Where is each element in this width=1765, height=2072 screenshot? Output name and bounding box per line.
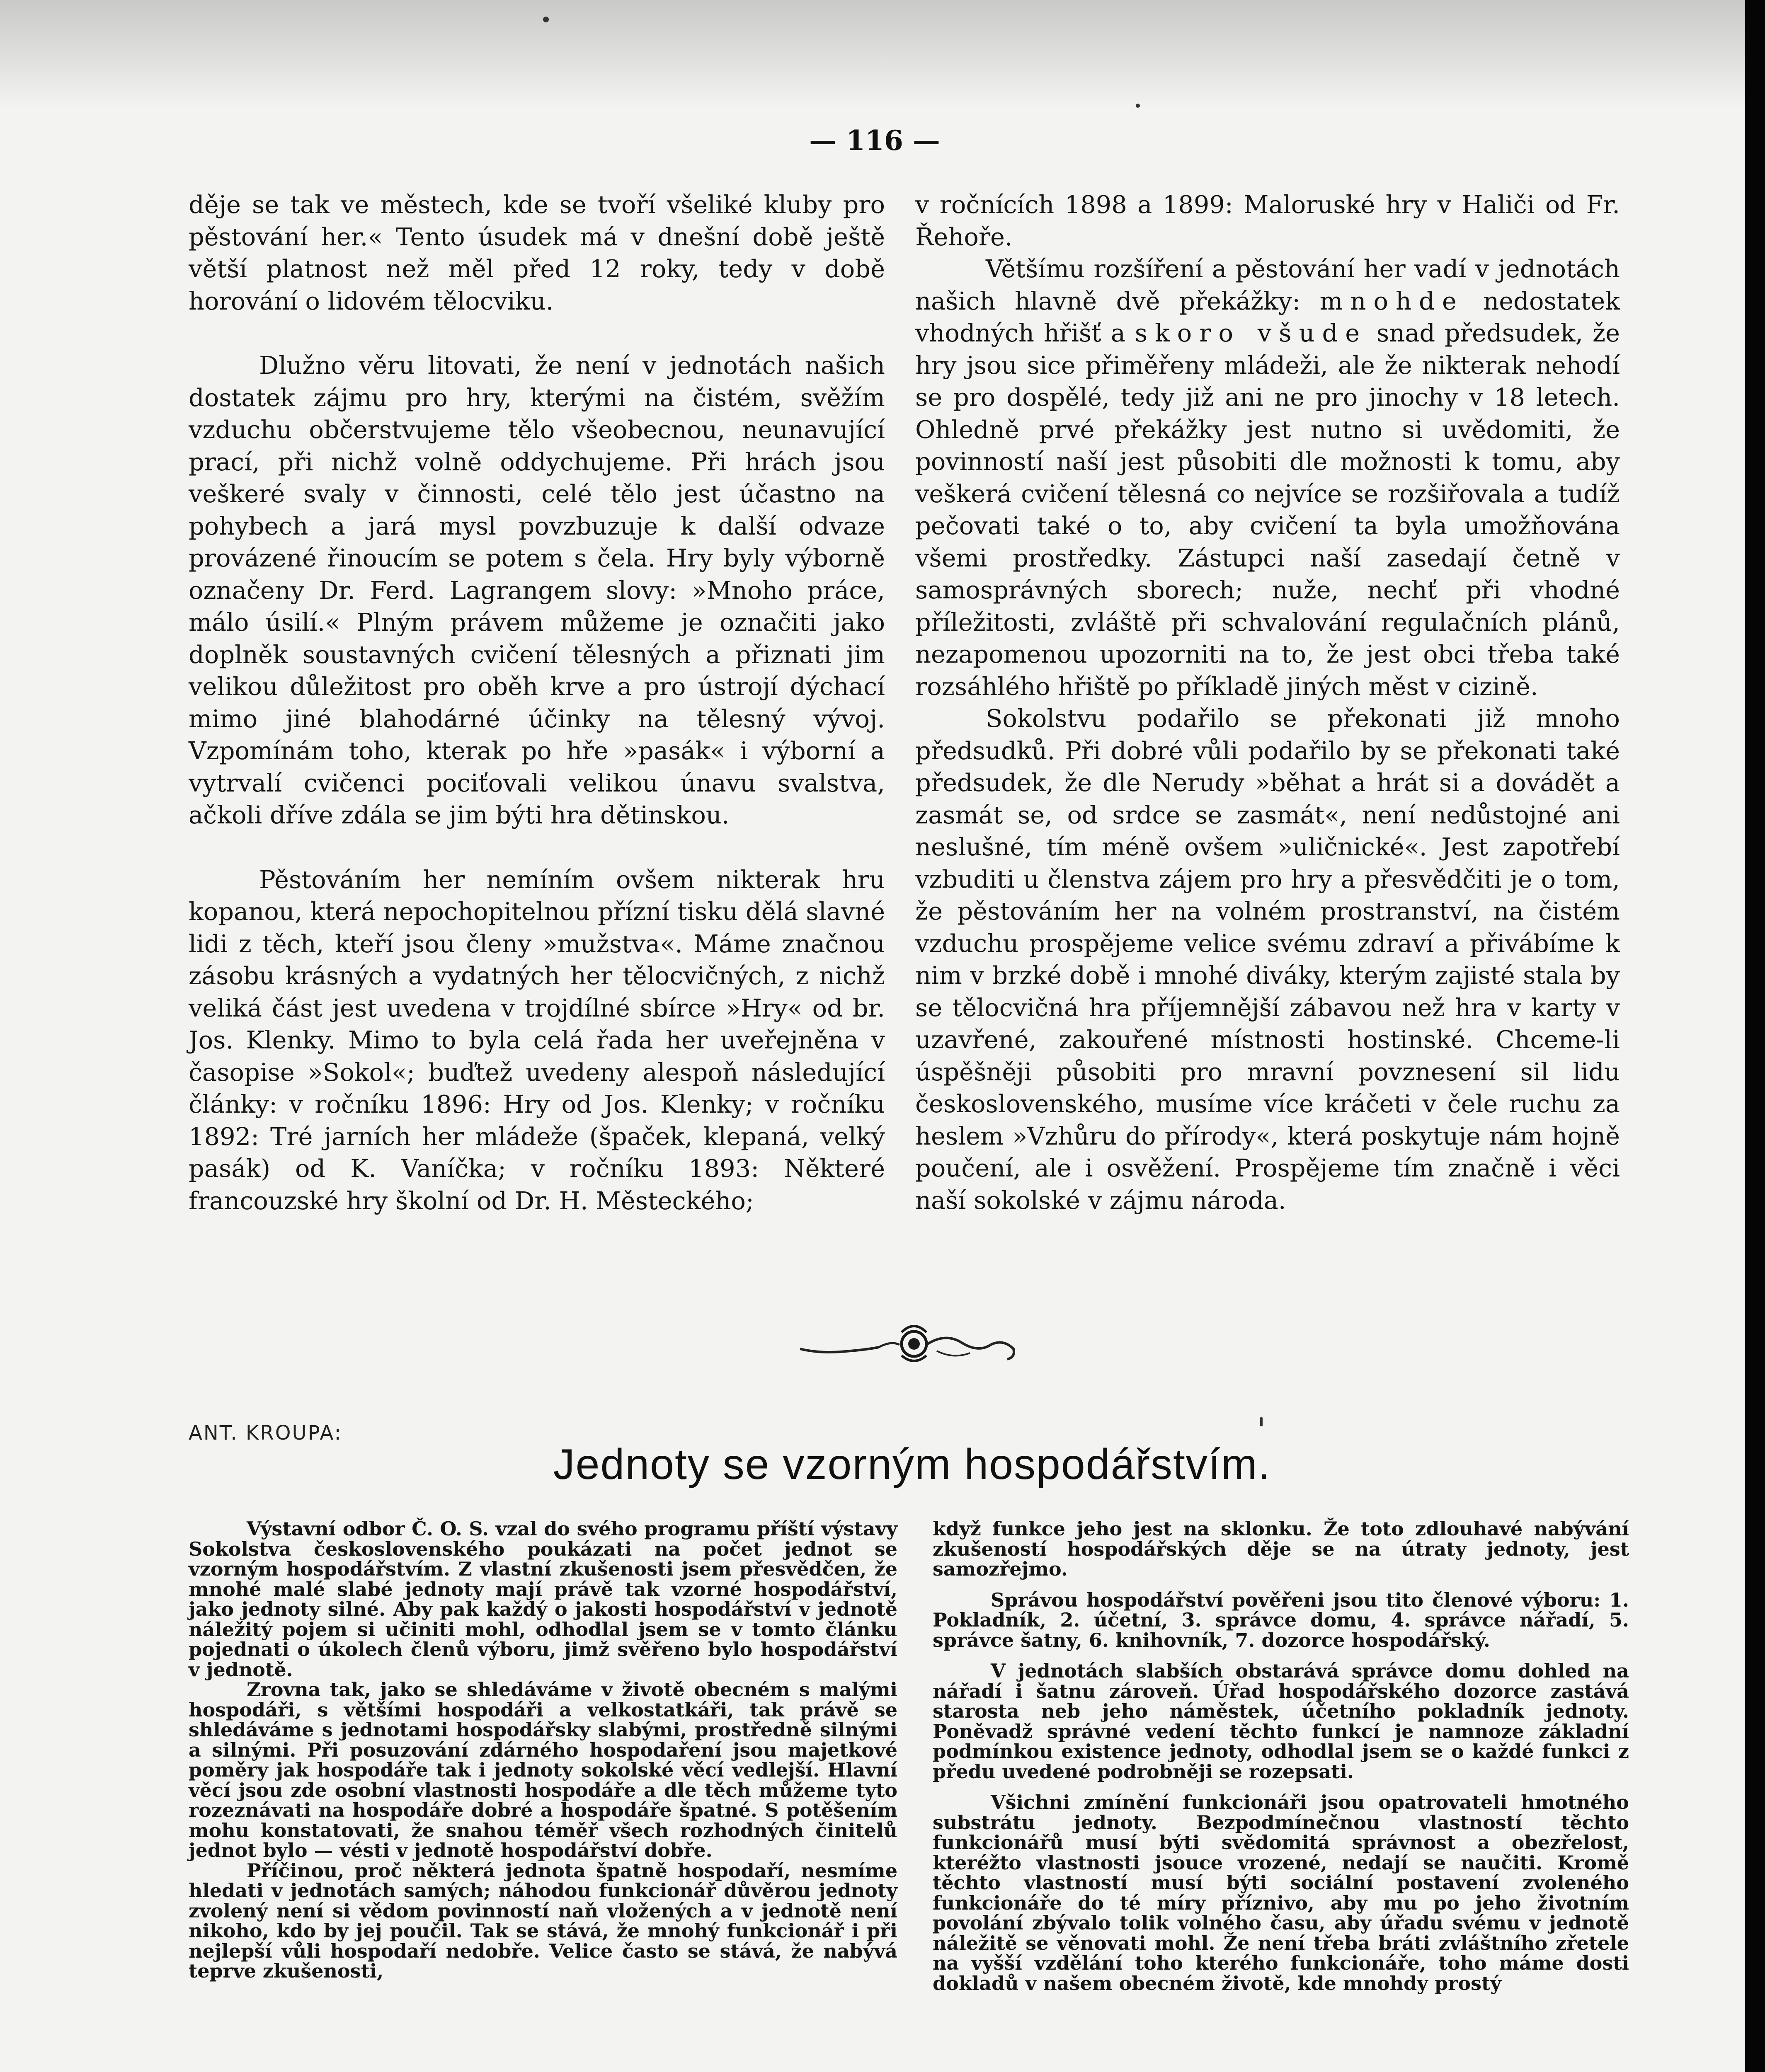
ornament-divider	[796, 1320, 1020, 1365]
text-run: nedostatek vhodných hřišť a	[915, 286, 1620, 347]
article-author: ANT. KROUPA:	[189, 1421, 342, 1445]
paragraph	[915, 253, 1620, 702]
paragraph: Zrovna tak, jako se shledáváme v životě obecném s malými hospodáři, s většími hospodáři a velkostatkáři, tak právě se shledáváme s jednotami hospodářsky slabými, prostředně silnými a silnými. Při posuzování zdárného hospodaření jsou majetkové poměry jak hospodáře tak i jednoty sokolské věcí vedlejší. Hlavní věcí jsou zde osobní vlastnosti hospodáře a dle těch můžeme tyto rozeznávati na hospodáře dobré a hospodáře špatné. S potěšením mohu konstatovati, že snahou téměř všech rozhodných činitelů jednot bylo — vésti v jednotě hospodářství dobře.	[189, 1678, 897, 1861]
paragraph: děje se tak ve městech, kde se tvoří všeliké kluby pro pěstování her.« Tento úsudek má v dnešní době ještě větší platnost než měl před 12 roky, tedy v době horování o lidovém tělocviku.	[189, 190, 885, 315]
paragraph: v ročnících 1898 a 1899: Maloruské hry v Haliči od Fr. Řehoře.	[915, 190, 1620, 251]
lower-right-column	[933, 1519, 1629, 1993]
scan-speck	[1260, 1417, 1263, 1426]
page-number: — 116 —	[809, 124, 940, 157]
upper-left-column	[189, 189, 885, 1217]
spaced-emphasis: skoro všude	[1135, 319, 1367, 347]
paragraph: Výstavní odbor Č. O. S. vzal do svého programu příští výstavy Sokolstva československého poukázati na počet jednot se vzorným hospodářstvím. Z vlastní zkušenosti jsem přesvědčen, že mnohé malé slabé jednoty mají právě tak vzorné hospodářství, jako jednoty silné. Aby pak každý o jakosti hospodářství v jednotě náležitý pojem si učiniti mohl, odhodlal jsem se v tomto článku pojednati o úkolech členů výboru, jimž svěřeno bylo hospodářství v jednotě.	[189, 1518, 897, 1681]
scan-shadow	[0, 0, 1745, 108]
paragraph: Dlužno věru litovati, že není v jednotách našich dostatek zájmu pro hry, kterými na čistém, svěžím vzduchu občerstvujeme tělo všeobecnou, neunavující prací, při nichž volně oddychujeme. Při hrách jsou veškeré svaly v činnosti, celé tělo jest účastno na pohybech a jará mysl povzbuzuje k další odvaze provázené řinoucím se potem s čela. Hry byly výborně označeny Dr. Ferd. Lagrangem slovy: »Mnoho práce, málo úsilí.« Plným právem můžeme je označiti jako doplněk soustavných cvičení tělesných a přiznati jim velikou důležitost pro oběh krve a pro ústrojí dýchací mimo jiné blahodárné účinky na tělesný vývoj. Vzpomínám toho, kterak po hře »pasák« i výborní a vytrvalí cvičenci pociťovali velikou únavu svalstva, ačkoli dříve zdála se jim býti hra dětinskou.	[189, 351, 885, 829]
paragraph: Sokolstvu podařilo se překonati již mnoho předsudků. Při dobré vůli podařilo by se překonati také předsudek, že dle Nerudy »běhat a hrát si a dovádět a zasmát se, od srdce se zasmát«, není nedůstojné ani neslušné, tím méně ovšem »uličnické«. Jest zapotřebí vzbuditi u členstva zájem pro hry a přesvědčiti je o tom, že pěstováním her na volném prostranství, na čistém vzduchu prospějeme velice svému zdraví a přivábíme k nim v brzké době i mnohé diváky, kterým zajisté stala by se tělocvičná hra příjemnější zábavou než hra v karty v uzavřené, zakouřené místnosti hostinské. Chceme-li úspěšněji působiti pro mravní povznesení sil lidu československého, musíme více kráčeti v čele ruchu za heslem »Vzhůru do přírody«, která poskytuje nám hojně poučení, ale i osvěžení. Prospějeme tím značně i věci naší sokolské v zájmu národa.	[915, 704, 1620, 1215]
paragraph: Správou hospodářství pověřeni jsou tito členové výboru: 1. Pokladník, 2. účetní, 3. správce domu, 4. správce nářadí, 5. správce šatny, 6. knihovník, 7. dozorce hospodářský.	[933, 1588, 1629, 1651]
paragraph: Příčinou, proč některá jednota špatně hospodaří, nesmíme hledati v jednotách samých; náhodou funkcionář důvěrou jednoty zvolený není si vědom povinností naň vložených a v jednotě není nikoho, kdo by jej poučil. Tak se stává, že mnohý funkcionář i při nejlepší vůli hospodaří nedobře. Velice často se stává, že nabývá teprve zkušenosti,	[189, 1859, 897, 1982]
scan-speck	[543, 17, 549, 22]
lower-left-column	[189, 1519, 897, 1981]
article-title: Jednoty se vzorným hospodářstvím.	[553, 1440, 1271, 1489]
text-run: Většímu rozšíření a pěstování her vadí v jednotách našich hlavně dvě překážky:	[915, 254, 1620, 315]
paragraph: když funkce jeho jest na sklonku. Že toto zdlouhavé nabývání zkušeností hospodářských děje se na útraty jednoty, jest samozřejmo.	[933, 1518, 1629, 1580]
paragraph: Pěstováním her nemíním ovšem nikterak hru kopanou, která nepochopitelnou přízní tisku dělá slavné lidi z těch, kteří jsou členy »mužstva«. Máme značnou zásobu krásných a vydatných her tělocvičných, z nichž veliká část jest uvedena v trojdílné sbírce »Hry« od br. Jos. Klenky. Mimo to byla celá řada her uveřejněna v časopise »Sokol«; buďtež uvedeny alespoň následující články: v ročníku 1896: Hry od Jos. Klenky; v ročníku 1892: Tré jarních her mládeže (špaček, klepaná, velký pasák) od K. Vaníčka; v ročníku 1893: Některé francouzské hry školní od Dr. H. Městeckého;	[189, 865, 885, 1215]
upper-right-column	[915, 189, 1620, 1216]
text-run: snad předsudek, že hry jsou sice přiměřeny mládeži, ale že nikterak nehodí se pro dospělé, tedy již ani ne pro jinochy v 18 letech. Ohledně prvé překážky jest nutno si uvědomiti, že povinností naší jest působiti dle možnosti k tomu, aby veškerá cvičení tělesná co nejvíce se rozšiřovala a tudíž pečovati také o to, aby cvičení ta byla umožňována všemi prostředky. Zástupci naší zasedají četně v samosprávných sborech; nuže, nechť při vhodné příležitosti, zvláště při schvalování regulačních plánů, nezapomenou upozorniti na to, že jest obci třeba také rozsáhlého hřiště po příkladě jiných měst v cizině.	[915, 319, 1620, 701]
paragraph: Všichni zmínění funkcionáři jsou opatrovateli hmotného substrátu jednoty. Bezpodmínečnou vlastností těchto funkcionářů musí býti svědomitá správnost a obezřelost, kteréžto vlastnosti jsouce vrozené, nedají se naučiti. Kromě těchto vlastností musí býti sociální postavení zvoleného funkcionáře do té míry příznivo, aby mu po jeho životním povolání zbývalo tolik volného času, aby úřadu svému v jednotě náležitě se věnovati mohl. Že není třeba bráti zvláštního zřetele na vyšší vzdělání toho kterého funkcionáře, toho máme dosti dokladů v našem obecném životě, kde mnohdy prostý	[933, 1791, 1629, 1995]
spaced-emphasis: mnohde	[1319, 286, 1464, 315]
scan-border	[1745, 0, 1765, 2072]
paragraph: V jednotách slabších obstarává správce domu dohled na nářadí i šatnu zároveň. Úřad hospodářského dozorce zastává starosta neb jeho náměstek, účetního pokladník jednoty. Poněvadž správné vedení těchto funkcí je namnoze základní podmínkou existence jednoty, odhodlal jsem se o každé funkci z předu uvedené podrobněji se rozepsati.	[933, 1660, 1629, 1783]
scan-speck	[1136, 104, 1140, 108]
